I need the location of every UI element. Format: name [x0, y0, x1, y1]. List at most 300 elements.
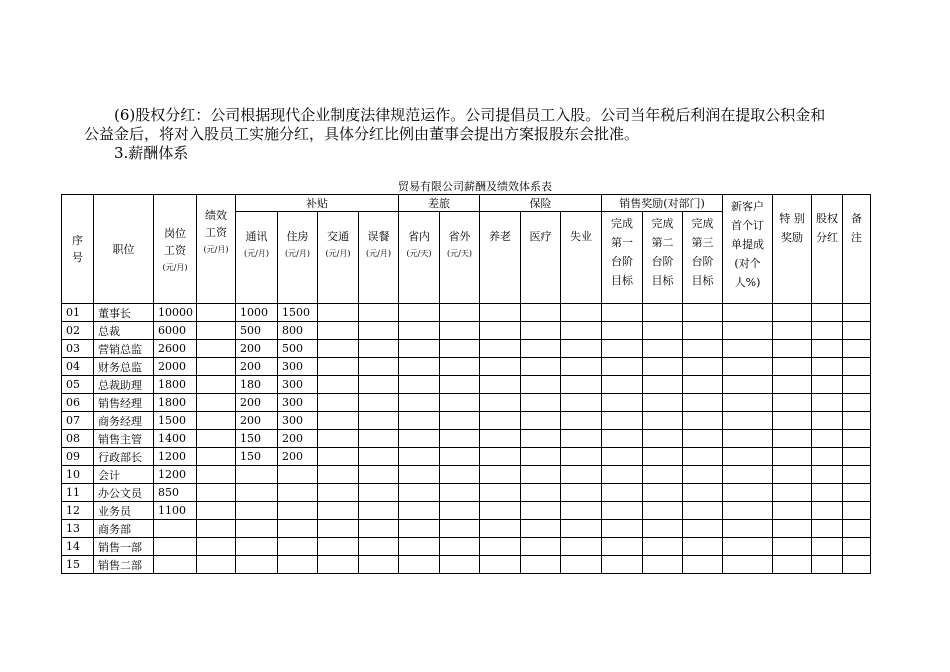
cell-empty	[561, 340, 602, 358]
header-perf-salary: 绩效工资 (元/月)	[197, 195, 236, 304]
cell-empty	[723, 484, 773, 502]
cell-housing: 200	[278, 448, 318, 466]
cell-empty	[683, 376, 723, 394]
cell-empty	[643, 502, 683, 520]
cell-housing	[278, 538, 318, 556]
cell-post: 6000	[154, 322, 197, 340]
cell-empty	[197, 448, 236, 466]
cell-empty	[318, 394, 359, 412]
cell-empty	[318, 412, 359, 430]
cell-empty	[723, 430, 773, 448]
cell-empty	[643, 358, 683, 376]
cell-empty	[812, 466, 843, 484]
cell-empty	[399, 538, 440, 556]
cell-empty	[197, 484, 236, 502]
paragraph-equity-dividend-line2: 公益金后，将对入股员工实施分红，具体分红比例由董事会提出方案报股东会批准。	[84, 125, 640, 143]
cell-empty	[197, 394, 236, 412]
header-subsidy-meal: 误餐 (元/月)	[359, 212, 399, 304]
cell-empty	[521, 430, 561, 448]
header-subsidy-housing: 住房 (元/月)	[278, 212, 318, 304]
cell-position: 会计	[94, 466, 154, 484]
cell-comm: 1000	[236, 304, 278, 322]
cell-empty	[773, 394, 812, 412]
cell-comm	[236, 484, 278, 502]
cell-position: 总裁助理	[94, 376, 154, 394]
cell-post: 2600	[154, 340, 197, 358]
header-subsidy-transport: 交通 (元/月)	[318, 212, 359, 304]
cell-post: 1800	[154, 376, 197, 394]
cell-comm: 200	[236, 412, 278, 430]
cell-empty	[440, 520, 480, 538]
cell-empty	[318, 484, 359, 502]
cell-post: 2000	[154, 358, 197, 376]
cell-empty	[521, 538, 561, 556]
cell-empty	[399, 322, 440, 340]
cell-empty	[643, 340, 683, 358]
header-travel-out-province: 省外 (元/天)	[440, 212, 480, 304]
cell-empty	[197, 466, 236, 484]
cell-seq: 14	[62, 538, 94, 556]
cell-empty	[480, 394, 521, 412]
cell-position: 销售主管	[94, 430, 154, 448]
cell-comm: 200	[236, 358, 278, 376]
cell-empty	[359, 502, 399, 520]
cell-empty	[197, 304, 236, 322]
cell-empty	[723, 322, 773, 340]
cell-empty	[812, 322, 843, 340]
cell-empty	[440, 502, 480, 520]
header-sales-tier3: 完成第三台阶目标	[683, 212, 723, 304]
cell-empty	[602, 358, 643, 376]
cell-empty	[683, 448, 723, 466]
cell-empty	[812, 484, 843, 502]
cell-position: 总裁	[94, 322, 154, 340]
cell-housing	[278, 556, 318, 574]
cell-empty	[773, 376, 812, 394]
header-new-customer: 新客户首个订单提成(对个人%)	[723, 195, 773, 304]
cell-empty	[521, 358, 561, 376]
cell-position: 业务员	[94, 502, 154, 520]
cell-post: 850	[154, 484, 197, 502]
cell-empty	[480, 340, 521, 358]
cell-empty	[602, 322, 643, 340]
cell-seq: 09	[62, 448, 94, 466]
header-group-subsidy: 补贴	[236, 195, 399, 212]
table-row	[62, 340, 871, 358]
cell-empty	[683, 484, 723, 502]
cell-empty	[843, 484, 871, 502]
cell-empty	[440, 376, 480, 394]
table-row	[62, 430, 871, 448]
table-row	[62, 304, 871, 322]
cell-empty	[773, 430, 812, 448]
cell-empty	[602, 304, 643, 322]
cell-empty	[723, 502, 773, 520]
cell-empty	[602, 484, 643, 502]
cell-empty	[773, 322, 812, 340]
cell-empty	[602, 376, 643, 394]
cell-empty	[683, 358, 723, 376]
cell-empty	[440, 322, 480, 340]
cell-empty	[843, 556, 871, 574]
paragraph-equity-dividend-line1: (6)股权分红：公司根据现代企业制度法律规范运作。公司提倡员工入股。公司当年税后利润在提取公积金和	[114, 106, 826, 124]
cell-empty	[773, 412, 812, 430]
cell-empty	[440, 538, 480, 556]
table-row	[62, 556, 871, 574]
cell-comm: 150	[236, 448, 278, 466]
cell-empty	[561, 448, 602, 466]
header-equity-dividend: 股权分红	[812, 195, 843, 304]
cell-position: 商务经理	[94, 412, 154, 430]
cell-empty	[843, 448, 871, 466]
cell-empty	[561, 304, 602, 322]
cell-empty	[843, 412, 871, 430]
cell-empty	[683, 520, 723, 538]
cell-empty	[197, 520, 236, 538]
cell-empty	[197, 538, 236, 556]
cell-empty	[318, 466, 359, 484]
cell-empty	[602, 430, 643, 448]
cell-empty	[399, 520, 440, 538]
cell-empty	[521, 412, 561, 430]
cell-empty	[812, 394, 843, 412]
cell-empty	[359, 466, 399, 484]
cell-empty	[561, 322, 602, 340]
cell-empty	[723, 466, 773, 484]
cell-empty	[561, 538, 602, 556]
cell-empty	[723, 304, 773, 322]
cell-empty	[812, 412, 843, 430]
cell-comm	[236, 556, 278, 574]
cell-empty	[723, 376, 773, 394]
cell-empty	[683, 412, 723, 430]
cell-seq: 12	[62, 502, 94, 520]
cell-empty	[561, 556, 602, 574]
cell-empty	[440, 358, 480, 376]
cell-empty	[521, 376, 561, 394]
cell-comm: 200	[236, 340, 278, 358]
cell-position: 办公文员	[94, 484, 154, 502]
cell-empty	[359, 484, 399, 502]
cell-empty	[843, 322, 871, 340]
cell-empty	[843, 430, 871, 448]
cell-empty	[440, 412, 480, 430]
cell-empty	[521, 502, 561, 520]
cell-seq: 10	[62, 466, 94, 484]
cell-empty	[812, 502, 843, 520]
cell-empty	[318, 520, 359, 538]
cell-empty	[359, 520, 399, 538]
cell-comm: 200	[236, 394, 278, 412]
cell-post: 1800	[154, 394, 197, 412]
cell-empty	[359, 340, 399, 358]
cell-seq: 13	[62, 520, 94, 538]
table-row	[62, 502, 871, 520]
cell-empty	[643, 484, 683, 502]
cell-position: 董事长	[94, 304, 154, 322]
cell-empty	[773, 556, 812, 574]
cell-empty	[359, 556, 399, 574]
cell-housing: 1500	[278, 304, 318, 322]
cell-empty	[480, 520, 521, 538]
cell-empty	[480, 538, 521, 556]
cell-empty	[399, 430, 440, 448]
cell-empty	[521, 484, 561, 502]
header-sales-tier1: 完成第一台阶目标	[602, 212, 643, 304]
cell-empty	[399, 304, 440, 322]
cell-empty	[812, 520, 843, 538]
cell-empty	[683, 502, 723, 520]
header-group-travel: 差旅	[399, 195, 480, 212]
cell-empty	[318, 322, 359, 340]
cell-empty	[521, 394, 561, 412]
cell-empty	[723, 520, 773, 538]
cell-empty	[723, 340, 773, 358]
header-special-award: 特 别奖励	[773, 195, 812, 304]
cell-empty	[773, 520, 812, 538]
cell-empty	[197, 556, 236, 574]
cell-position: 财务总监	[94, 358, 154, 376]
cell-empty	[197, 358, 236, 376]
cell-empty	[723, 556, 773, 574]
cell-housing: 500	[278, 340, 318, 358]
cell-empty	[399, 376, 440, 394]
salary-table-body	[62, 304, 871, 574]
cell-housing: 200	[278, 430, 318, 448]
cell-empty	[521, 340, 561, 358]
table-row	[62, 448, 871, 466]
cell-empty	[683, 322, 723, 340]
cell-post: 10000	[154, 304, 197, 322]
cell-position: 营销总监	[94, 340, 154, 358]
cell-empty	[602, 340, 643, 358]
cell-empty	[521, 304, 561, 322]
cell-empty	[723, 412, 773, 430]
cell-empty	[812, 376, 843, 394]
table-row	[62, 358, 871, 376]
cell-post: 1200	[154, 448, 197, 466]
section-heading-salary-system: 3.薪酬体系	[114, 144, 189, 162]
cell-position: 行政部长	[94, 448, 154, 466]
cell-seq: 03	[62, 340, 94, 358]
cell-empty	[773, 484, 812, 502]
cell-comm: 180	[236, 376, 278, 394]
header-sales-tier2: 完成第二台阶目标	[643, 212, 683, 304]
cell-empty	[723, 394, 773, 412]
cell-empty	[812, 448, 843, 466]
header-group-sales: 销售奖励(对部门)	[602, 195, 723, 212]
cell-empty	[480, 484, 521, 502]
cell-empty	[683, 538, 723, 556]
cell-empty	[359, 448, 399, 466]
cell-empty	[561, 520, 602, 538]
cell-empty	[359, 322, 399, 340]
cell-empty	[440, 484, 480, 502]
header-remarks: 备注	[843, 195, 871, 304]
cell-empty	[643, 394, 683, 412]
cell-empty	[683, 304, 723, 322]
cell-empty	[359, 376, 399, 394]
cell-empty	[843, 502, 871, 520]
cell-comm: 150	[236, 430, 278, 448]
cell-empty	[359, 304, 399, 322]
table-row	[62, 412, 871, 430]
cell-empty	[359, 538, 399, 556]
cell-empty	[561, 358, 602, 376]
cell-empty	[561, 430, 602, 448]
cell-empty	[602, 394, 643, 412]
cell-empty	[723, 538, 773, 556]
cell-post	[154, 538, 197, 556]
cell-empty	[773, 358, 812, 376]
cell-empty	[843, 466, 871, 484]
cell-empty	[399, 412, 440, 430]
cell-seq: 06	[62, 394, 94, 412]
cell-empty	[440, 466, 480, 484]
header-post-salary: 岗位工资 (元/月)	[154, 195, 197, 304]
table-row	[62, 322, 871, 340]
cell-housing	[278, 502, 318, 520]
cell-empty	[318, 304, 359, 322]
cell-empty	[399, 358, 440, 376]
cell-seq: 05	[62, 376, 94, 394]
cell-empty	[602, 466, 643, 484]
cell-empty	[602, 502, 643, 520]
cell-position: 销售经理	[94, 394, 154, 412]
cell-seq: 11	[62, 484, 94, 502]
cell-empty	[561, 376, 602, 394]
cell-empty	[521, 520, 561, 538]
header-insurance-medical: 医疗	[521, 212, 561, 304]
cell-empty	[480, 358, 521, 376]
cell-empty	[812, 304, 843, 322]
cell-empty	[318, 502, 359, 520]
cell-empty	[561, 412, 602, 430]
cell-housing: 300	[278, 412, 318, 430]
cell-empty	[773, 340, 812, 358]
header-group-insurance: 保险	[480, 195, 602, 212]
cell-post: 1200	[154, 466, 197, 484]
cell-comm	[236, 466, 278, 484]
cell-empty	[683, 466, 723, 484]
cell-housing: 300	[278, 376, 318, 394]
cell-empty	[683, 556, 723, 574]
cell-empty	[843, 376, 871, 394]
cell-empty	[521, 556, 561, 574]
cell-empty	[812, 340, 843, 358]
header-insurance-unemployment: 失业	[561, 212, 602, 304]
cell-empty	[602, 538, 643, 556]
table-row	[62, 394, 871, 412]
cell-empty	[480, 502, 521, 520]
cell-empty	[773, 466, 812, 484]
cell-empty	[480, 448, 521, 466]
cell-empty	[723, 448, 773, 466]
salary-table	[61, 194, 871, 574]
cell-empty	[359, 430, 399, 448]
cell-housing: 300	[278, 394, 318, 412]
cell-empty	[399, 340, 440, 358]
cell-post: 1500	[154, 412, 197, 430]
cell-seq: 07	[62, 412, 94, 430]
cell-empty	[683, 394, 723, 412]
cell-empty	[399, 394, 440, 412]
header-travel-in-province: 省内 (元/天)	[399, 212, 440, 304]
cell-empty	[773, 538, 812, 556]
cell-empty	[561, 484, 602, 502]
table-row	[62, 466, 871, 484]
cell-empty	[521, 322, 561, 340]
cell-empty	[359, 394, 399, 412]
cell-empty	[318, 556, 359, 574]
cell-empty	[773, 448, 812, 466]
cell-empty	[197, 430, 236, 448]
cell-empty	[318, 538, 359, 556]
header-position: 职位	[94, 195, 154, 304]
table-row	[62, 520, 871, 538]
cell-empty	[561, 502, 602, 520]
cell-empty	[318, 340, 359, 358]
cell-empty	[399, 484, 440, 502]
cell-empty	[643, 448, 683, 466]
cell-empty	[521, 448, 561, 466]
cell-empty	[197, 376, 236, 394]
cell-empty	[643, 322, 683, 340]
cell-position: 商务部	[94, 520, 154, 538]
cell-empty	[643, 556, 683, 574]
cell-empty	[480, 322, 521, 340]
cell-housing: 800	[278, 322, 318, 340]
table-row	[62, 538, 871, 556]
cell-empty	[812, 430, 843, 448]
cell-empty	[843, 394, 871, 412]
cell-seq: 02	[62, 322, 94, 340]
cell-empty	[773, 304, 812, 322]
cell-empty	[197, 340, 236, 358]
cell-empty	[812, 358, 843, 376]
cell-seq: 15	[62, 556, 94, 574]
cell-empty	[440, 556, 480, 574]
cell-empty	[197, 502, 236, 520]
cell-comm	[236, 538, 278, 556]
cell-empty	[812, 556, 843, 574]
cell-empty	[643, 376, 683, 394]
header-insurance-pension: 养老	[480, 212, 521, 304]
cell-empty	[359, 412, 399, 430]
cell-empty	[480, 466, 521, 484]
cell-empty	[843, 358, 871, 376]
cell-housing: 300	[278, 358, 318, 376]
cell-empty	[399, 448, 440, 466]
cell-empty	[318, 448, 359, 466]
cell-empty	[399, 466, 440, 484]
cell-empty	[480, 376, 521, 394]
cell-seq: 01	[62, 304, 94, 322]
cell-empty	[440, 430, 480, 448]
cell-empty	[643, 304, 683, 322]
cell-empty	[602, 412, 643, 430]
cell-empty	[480, 412, 521, 430]
cell-empty	[683, 430, 723, 448]
cell-seq: 08	[62, 430, 94, 448]
cell-empty	[812, 538, 843, 556]
cell-empty	[643, 538, 683, 556]
cell-empty	[643, 412, 683, 430]
cell-empty	[561, 394, 602, 412]
cell-empty	[643, 520, 683, 538]
cell-empty	[399, 502, 440, 520]
cell-empty	[843, 520, 871, 538]
